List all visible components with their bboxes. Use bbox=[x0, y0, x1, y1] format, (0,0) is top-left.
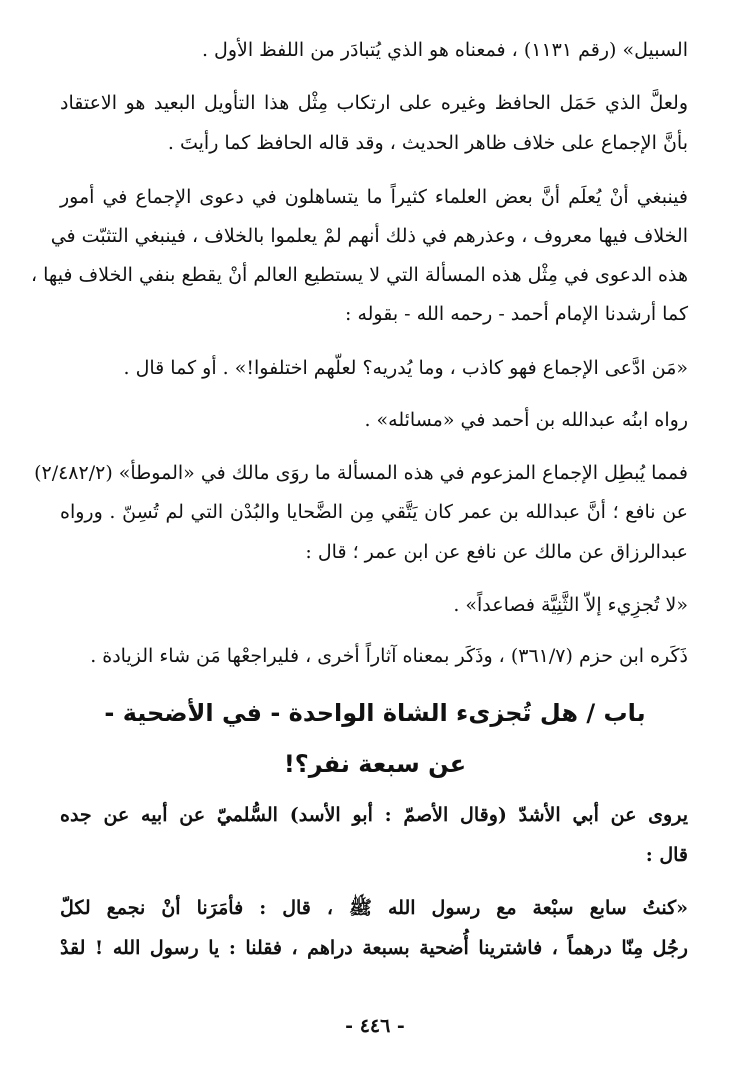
page-number: - ٤٤٦ - bbox=[345, 1015, 405, 1037]
text-line-18: رجُل مِنّا درهماً ، فاشترينا أُضحية بسبعة دراهم ، فقلنا : يا رسول الله ! لقدْ bbox=[60, 937, 688, 959]
chapter-heading-line-1: باب / هل تُجزىء الشاة الواحدة - في الأضحية - bbox=[104, 699, 646, 727]
text-line-10: فمما يُبطِل الإجماع المزعوم في هذه المسألة ما روَى مالك في «الموطأ» (٢/٤٨٢/٢) bbox=[34, 462, 688, 484]
text-line-11: عن نافع ؛ أنَّ عبدالله بن عمر كان يَتَّقي مِن الضَّحايا والبُدْن التي لم تُسِنّ . ورواه bbox=[60, 501, 688, 523]
text-line-13: «لا تُجزِيء إلاّ الثَّنِيَّة فصاعداً» . bbox=[453, 594, 688, 616]
text-line-4: فينبغي أنْ يُعلَم أنَّ بعض العلماء كثيراً ما يتساهلون في دعوى الإجماع في أمور bbox=[60, 186, 688, 208]
text-line-3: بأنَّ الإجماع على خلاف ظاهر الحديث ، وقد قاله الحافظ كما رأيتَ . bbox=[167, 132, 688, 154]
text-line-8: «مَن ادَّعى الإجماع فهو كاذب ، وما يُدريه؟ لعلّهم اختلفوا!» . أو كما قال . bbox=[123, 357, 688, 379]
text-line-2: ولعلَّ الذي حَمَل الحافظ وغيره على ارتكاب مِثْل هذا التأويل البعيد هو الاعتقاد bbox=[60, 92, 688, 114]
text-line-16: قال : bbox=[645, 844, 688, 866]
text-line-12: عبدالرزاق عن مالك عن نافع عن ابن عمر ؛ قال : bbox=[305, 541, 688, 563]
text-line-17: «كنتُ سابع سبْعة مع رسول الله ﷺ ، قال : فأمَرَنا أنْ نجمع لكلّ bbox=[60, 897, 688, 919]
text-line-1: السبيل» (رقم ١١٣١) ، فمعناه هو الذي يُتبادَر من اللفظ الأول . bbox=[201, 39, 688, 61]
text-line-7: كما أرشدنا الإمام أحمد - رحمه الله - بقوله : bbox=[345, 303, 688, 325]
chapter-heading-line-2: عن سبعة نفر؟! bbox=[283, 750, 467, 778]
text-line-6: هذه الدعوى في مِثْل هذه المسألة التي لا يستطيع العالم أنْ يقطع بنفي الخلاف فيها ، bbox=[30, 264, 688, 286]
text-line-9: رواه ابنُه عبدالله بن أحمد في «مسائله» . bbox=[364, 409, 688, 431]
text-line-15: يروى عن أبي الأشدّ (وقال الأصمّ : أبو الأسد) السُّلميّ عن أبيه عن جده bbox=[60, 804, 688, 826]
text-line-14: ذَكَره ابن حزم (٣٦١/٧) ، وذَكَر بمعناه آثاراً أخرى ، فليراجعْها مَن شاء الزيادة . bbox=[90, 645, 688, 667]
text-line-5: الخلاف فيها معروف ، وعذرهم في ذلك أنهم لمْ يعلموا بالخلاف ، فينبغي التثبّت في bbox=[50, 225, 688, 247]
